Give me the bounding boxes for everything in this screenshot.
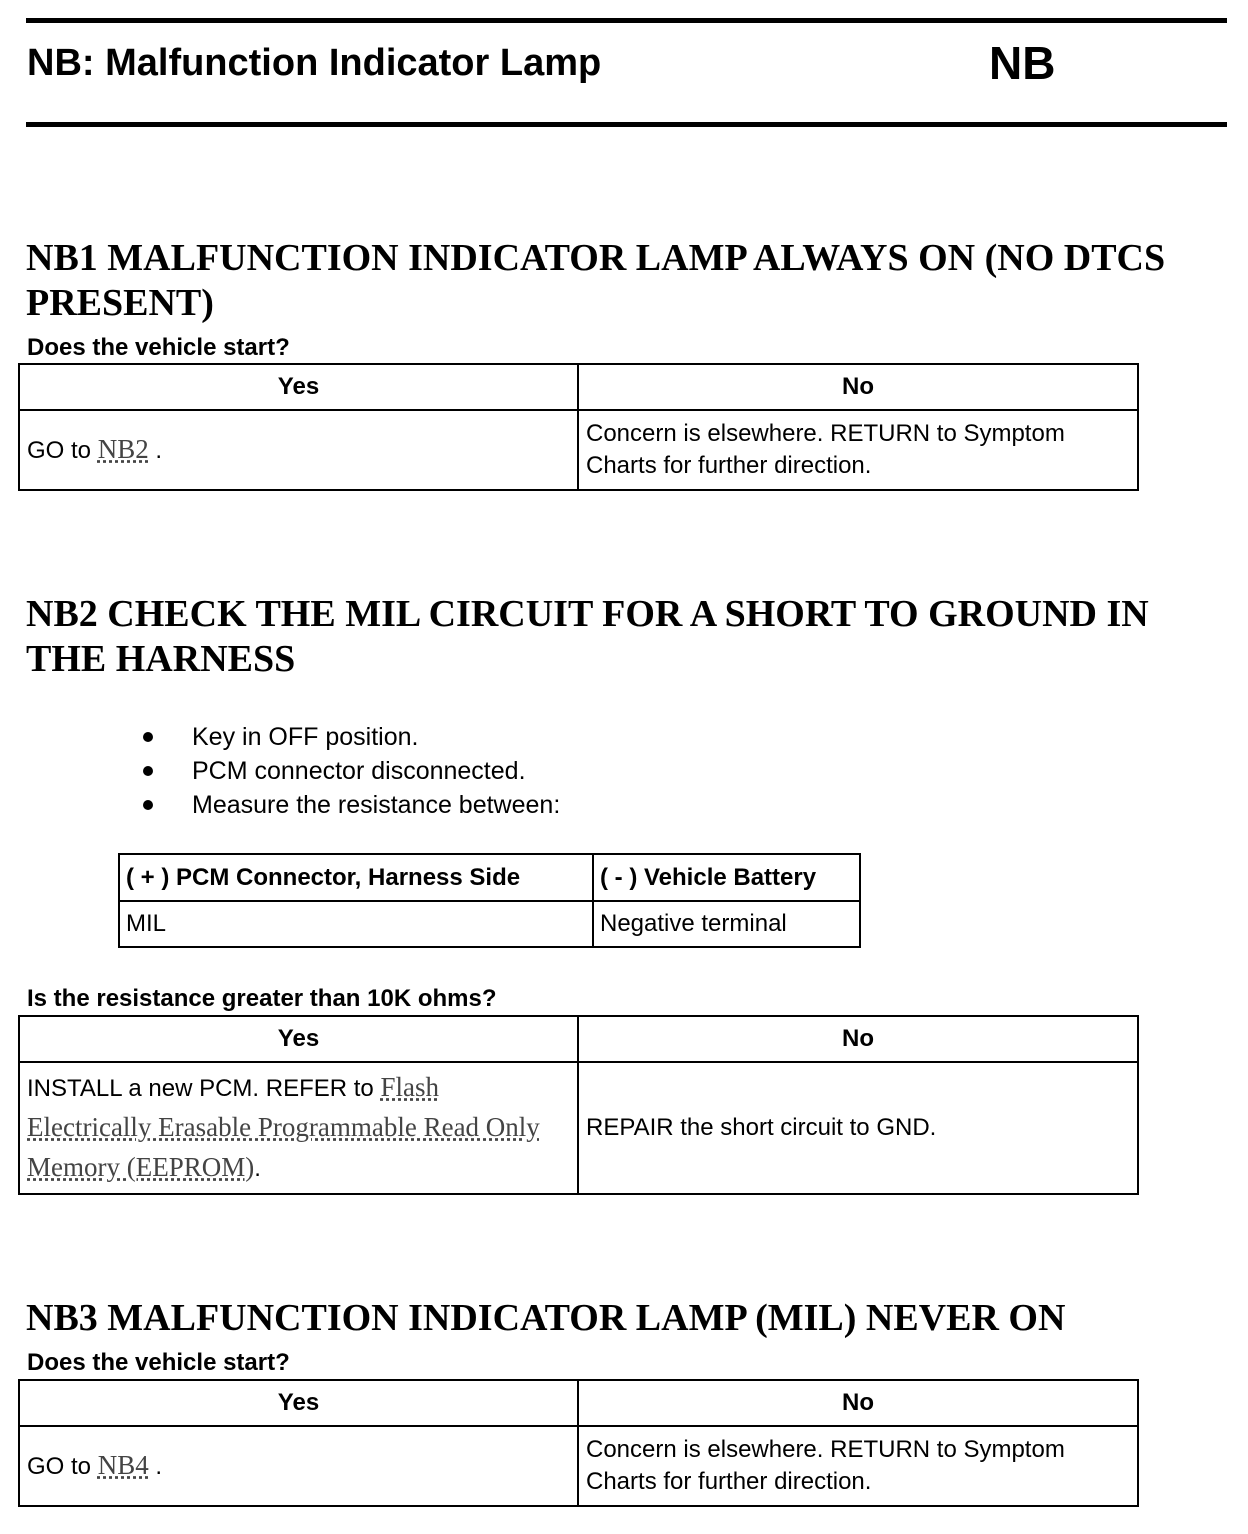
yes-prefix: INSTALL a new PCM. REFER to bbox=[27, 1075, 374, 1102]
yes-cell bbox=[19, 1426, 578, 1506]
nb2-link[interactable]: NB2 bbox=[97, 434, 149, 464]
nb2-measurement-table bbox=[118, 853, 861, 948]
positive-probe-value: MIL bbox=[119, 901, 593, 947]
nb1-heading: NB1 MALFUNCTION INDICATOR LAMP ALWAYS ON (NO DTCS PRESENT) bbox=[26, 237, 1166, 324]
nb2-decision-table bbox=[18, 1015, 1139, 1195]
yes-suffix: . bbox=[155, 437, 163, 464]
bullet-icon bbox=[143, 732, 153, 742]
yes-prefix: GO to bbox=[27, 437, 92, 464]
nb2-steps-list bbox=[140, 720, 560, 822]
nb2-question: Is the resistance greater than 10K ohms? bbox=[27, 985, 497, 1012]
nb3-decision-table bbox=[18, 1379, 1139, 1507]
nb1-question: Does the vehicle start? bbox=[27, 334, 290, 361]
document-code: NB bbox=[989, 37, 1056, 89]
yes-prefix: GO to bbox=[27, 1453, 92, 1480]
table-header-row bbox=[19, 1016, 1138, 1062]
table-header-row bbox=[19, 1380, 1138, 1426]
list-item: Measure the resistance between: bbox=[140, 788, 560, 822]
eeprom-link[interactable]: Flash Electrically Erasable Programmable Read Only Memory (EEPROM) bbox=[27, 1072, 540, 1182]
nb3-question: Does the vehicle start? bbox=[27, 1349, 290, 1376]
yes-cell bbox=[19, 1062, 578, 1194]
no-column-header: No bbox=[578, 1380, 1138, 1426]
nb1-decision-table bbox=[18, 363, 1139, 491]
table-header-row bbox=[119, 854, 860, 901]
nb2-heading: NB2 CHECK THE MIL CIRCUIT FOR A SHORT TO GROUND IN THE HARNESS bbox=[26, 593, 1149, 680]
table-row bbox=[19, 1062, 1138, 1194]
yes-suffix: . bbox=[155, 1453, 163, 1480]
nb3-heading: NB3 MALFUNCTION INDICATOR LAMP (MIL) NEVER ON bbox=[26, 1297, 1066, 1339]
positive-probe-header: ( + ) PCM Connector, Harness Side bbox=[119, 854, 593, 901]
no-cell: Concern is elsewhere. RETURN to Symptom Charts for further direction. bbox=[578, 1426, 1138, 1506]
top-rule bbox=[26, 18, 1227, 23]
no-cell: REPAIR the short circuit to GND. bbox=[578, 1062, 1138, 1194]
list-item: PCM connector disconnected. bbox=[140, 754, 560, 788]
table-header-row bbox=[19, 364, 1138, 410]
document-title: NB: Malfunction Indicator Lamp bbox=[27, 42, 602, 84]
no-column-header: No bbox=[578, 364, 1138, 410]
table-row bbox=[19, 410, 1138, 490]
table-row bbox=[119, 901, 860, 947]
nb4-link[interactable]: NB4 bbox=[97, 1450, 149, 1480]
yes-suffix: . bbox=[254, 1155, 261, 1182]
yes-column-header: Yes bbox=[19, 364, 578, 410]
list-item: Key in OFF position. bbox=[140, 720, 560, 754]
bullet-icon bbox=[143, 800, 153, 810]
yes-column-header: Yes bbox=[19, 1016, 578, 1062]
header-bottom-rule bbox=[26, 122, 1227, 127]
negative-probe-value: Negative terminal bbox=[593, 901, 860, 947]
yes-cell bbox=[19, 410, 578, 490]
table-row bbox=[19, 1426, 1138, 1506]
no-cell: Concern is elsewhere. RETURN to Symptom Charts for further direction. bbox=[578, 410, 1138, 490]
no-column-header: No bbox=[578, 1016, 1138, 1062]
bullet-icon bbox=[143, 766, 153, 776]
negative-probe-header: ( - ) Vehicle Battery bbox=[593, 854, 860, 901]
yes-column-header: Yes bbox=[19, 1380, 578, 1426]
